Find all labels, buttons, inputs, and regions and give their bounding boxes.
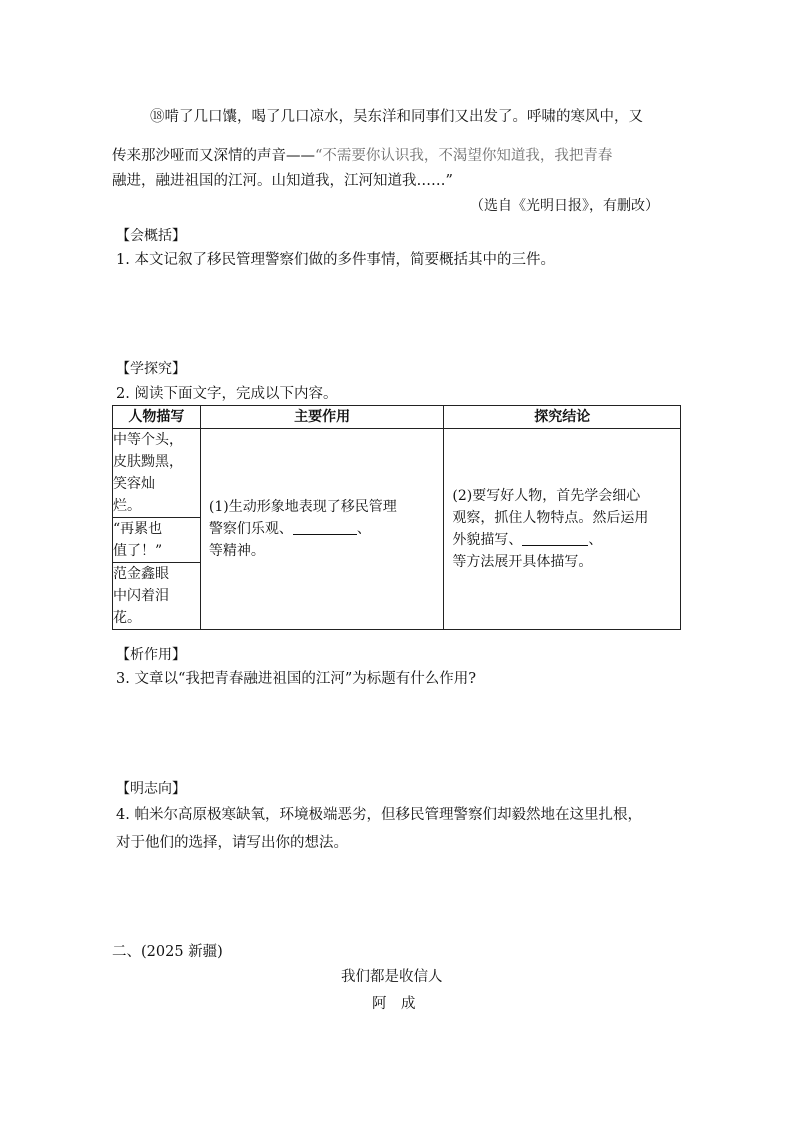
cell-line: 笑容灿: [113, 476, 155, 492]
effect-line-1: (1)生动形象地表现了移民管理: [208, 499, 397, 515]
table-cell-expression: [113, 563, 201, 630]
section-heading-explore: 【学探究】: [116, 361, 186, 377]
question-4-line-2: 对于他们的选择，请写出你的想法。: [116, 835, 348, 851]
answer-blank-2[interactable]: [522, 531, 588, 546]
part-2-label: 二、(2025 新疆): [112, 944, 223, 960]
paragraph-18-quote: “不需要你认识我，不渴望你知道我，我把青春: [315, 148, 613, 164]
cell-line: 中等个头，: [113, 432, 183, 448]
cell-line: 皮肤黝黑，: [113, 454, 183, 470]
cell-line: 值了！”: [113, 543, 163, 559]
conclusion-line-2: 观察，抓住人物特点。然后运用: [452, 510, 649, 526]
article-author: 阿 成: [372, 996, 416, 1012]
table-cell-effect: [200, 429, 444, 630]
conclusion-line-1: (2)要写好人物，首先学会细心: [452, 488, 641, 504]
cell-line: 中闪着泪: [113, 588, 169, 604]
table-cell-appearance: [113, 429, 201, 518]
paragraph-18-line-3: 融进，融进祖国的江河。山知道我，江河知道我……”: [112, 173, 453, 189]
paragraph-18-line-2: [112, 146, 612, 166]
conclusion-line-3-end: 、: [588, 532, 603, 548]
paragraph-18-line-2-text: 传来那沙哑而又深情的声音——: [112, 148, 315, 164]
question-1: 1. 本文记叙了移民管理警察们做的多件事情，简要概括其中的三件。: [116, 252, 555, 268]
section-heading-summarize: 【会概括】: [116, 228, 186, 244]
cell-line: “再累也: [113, 521, 163, 537]
cell-line: 范金鑫眼: [113, 566, 169, 582]
effect-line-2-text: 警察们乐观、: [208, 521, 293, 537]
question-4-line-1: 4. 帕米尔高原极寒缺氧，环境极端恶劣，但移民管理警察们却毅然地在这里扎根，: [116, 807, 642, 823]
cell-line: 烂。: [113, 498, 141, 514]
paragraph-18-line-1: ⑱啃了几口馕，喝了几口凉水，吴东洋和同事们又出发了。呼啸的寒风中，又: [150, 109, 643, 125]
effect-line-2-end: 、: [356, 521, 371, 537]
table-header-effect: 主要作用: [200, 406, 444, 429]
effect-line-2: [209, 518, 436, 540]
section-heading-analyze: 【析作用】: [116, 647, 186, 663]
conclusion-line-3-text: 外貌描写、: [452, 532, 523, 548]
source-citation: （选自《光明日报》，有删改）: [470, 198, 659, 214]
cell-line: 花。: [113, 610, 141, 626]
exploration-table: [112, 405, 681, 630]
question-2: 2. 阅读下面文字，完成以下内容。: [116, 386, 338, 402]
table-header-description: 人物描写: [113, 406, 201, 429]
conclusion-line-3: [452, 529, 672, 551]
conclusion-line-4: 等方法展开具体描写。: [452, 554, 593, 570]
answer-blank-1[interactable]: [293, 520, 357, 535]
table-cell-language: [113, 518, 201, 563]
table-header-conclusion: 探究结论: [444, 406, 681, 429]
section-heading-aspiration: 【明志向】: [116, 781, 186, 797]
question-3: 3. 文章以“我把青春融进祖国的江河”为标题有什么作用?: [116, 671, 477, 687]
article-title: 我们都是收信人: [341, 969, 443, 985]
effect-line-3: 等精神。: [208, 543, 265, 559]
table-cell-conclusion: [444, 429, 681, 630]
